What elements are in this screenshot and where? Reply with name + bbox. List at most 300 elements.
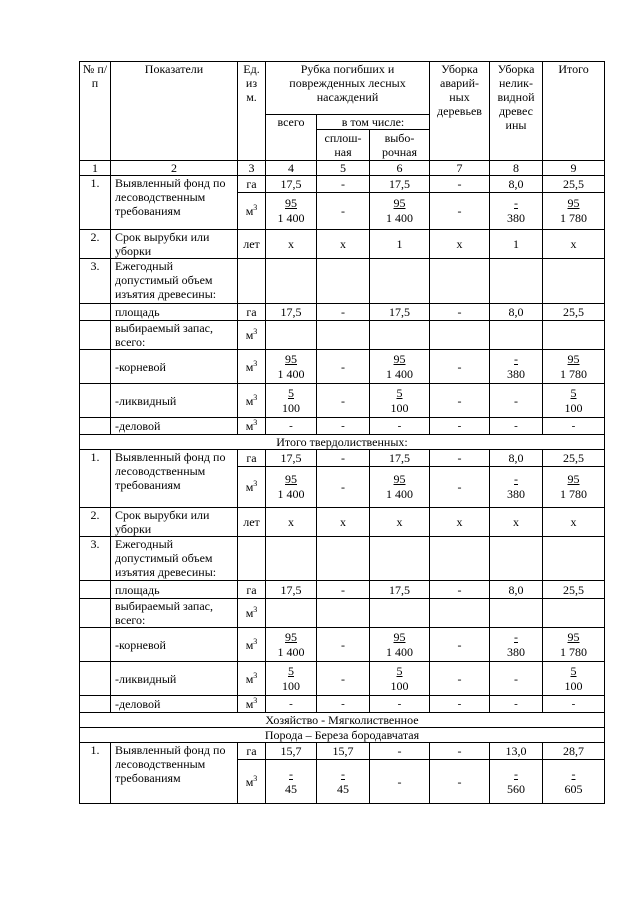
fraction-denominator: 380 xyxy=(507,487,525,501)
value-cell: - xyxy=(370,760,430,804)
empty-cell xyxy=(80,581,111,599)
header-felling: Рубка погибших и поврежденных лесных насаждений xyxy=(266,62,430,115)
unit-cell: га xyxy=(238,304,266,321)
fraction-denominator: 100 xyxy=(564,678,583,693)
value-cell: - xyxy=(430,350,490,384)
col-num: 8 xyxy=(490,161,543,176)
fraction-denominator: 560 xyxy=(507,781,525,796)
allowable-volume-row xyxy=(80,259,605,304)
header-total: всего xyxy=(266,115,317,161)
value-cell: - xyxy=(430,193,490,230)
value-cell xyxy=(266,628,317,662)
value-cell: 28,7 xyxy=(543,743,605,760)
fraction-denominator: 1 400 xyxy=(277,487,305,501)
indicator-label: площадь xyxy=(111,581,238,599)
value-cell: - xyxy=(430,450,490,467)
unit-cell xyxy=(238,384,266,418)
fraction-denominator: 1 400 xyxy=(277,366,305,381)
value-cell: - xyxy=(490,384,543,418)
value-cell: - xyxy=(543,418,605,435)
empty-cell xyxy=(266,321,317,350)
empty-cell xyxy=(490,599,543,628)
unit-cell xyxy=(238,193,266,230)
fraction-value xyxy=(560,472,587,502)
value-cell xyxy=(266,193,317,230)
value-cell: - xyxy=(430,304,490,321)
unit-cell: га xyxy=(238,176,266,193)
value-cell: 15,7 xyxy=(266,743,317,760)
value-cell: - xyxy=(317,350,370,384)
indicator-label: -корневой xyxy=(111,350,238,384)
header-emergency: Уборка аварий-ных деревьев xyxy=(430,62,490,161)
value-cell: - xyxy=(317,696,370,713)
col-num: 2 xyxy=(111,161,238,176)
fraction-value xyxy=(282,664,300,694)
value-cell xyxy=(543,193,605,230)
indicator-label: -ликвидный xyxy=(111,662,238,696)
fraction-numerator: - xyxy=(514,472,518,486)
fraction-denominator: 380 xyxy=(507,644,525,659)
unit-cell xyxy=(238,350,266,384)
empty-cell xyxy=(238,537,266,581)
fraction-value xyxy=(386,630,413,660)
fraction-denominator: 1 400 xyxy=(277,211,305,225)
fraction-denominator: 45 xyxy=(285,781,297,796)
value-cell xyxy=(490,760,543,804)
fraction-value xyxy=(278,472,305,502)
value-cell: 8,0 xyxy=(490,304,543,321)
liquid-row xyxy=(80,662,605,696)
fraction-denominator: 100 xyxy=(564,400,583,415)
fraction-numerator: 95 xyxy=(567,629,580,644)
value-cell: - xyxy=(430,176,490,193)
value-cell: - xyxy=(430,760,490,804)
value-cell xyxy=(543,350,605,384)
fraction-value xyxy=(282,386,300,416)
fraction-value xyxy=(285,767,297,797)
value-cell xyxy=(490,628,543,662)
fraction-numerator: 5 xyxy=(288,663,294,678)
empty-cell xyxy=(80,350,111,384)
stock-row xyxy=(80,321,605,350)
fraction-numerator: 95 xyxy=(285,472,297,486)
found-fund-row xyxy=(80,450,605,467)
value-cell: х xyxy=(317,230,370,259)
empty-cell xyxy=(430,599,490,628)
value-cell: х xyxy=(430,508,490,537)
empty-cell xyxy=(370,537,430,581)
fraction-numerator: - xyxy=(514,351,518,366)
fraction-denominator: 1 780 xyxy=(560,487,587,501)
unit-text: м xyxy=(245,393,254,408)
value-cell: - xyxy=(490,418,543,435)
value-cell: 8,0 xyxy=(490,581,543,599)
value-cell xyxy=(370,467,430,508)
allowable-volume-row xyxy=(80,537,605,581)
unit-text: м xyxy=(245,606,254,620)
value-cell: - xyxy=(317,384,370,418)
unit-exponent: 3 xyxy=(253,605,258,614)
unit-text: м xyxy=(245,359,254,374)
unit-cell: га xyxy=(238,743,266,760)
empty-cell xyxy=(370,259,430,304)
fraction-numerator: 5 xyxy=(396,385,403,400)
value-cell: х xyxy=(266,230,317,259)
value-cell: - xyxy=(430,662,490,696)
value-cell xyxy=(370,193,430,230)
value-cell: 25,5 xyxy=(543,450,605,467)
value-cell: - xyxy=(430,581,490,599)
fraction-value xyxy=(560,352,587,382)
empty-cell xyxy=(266,599,317,628)
indicator-label: Ежегодный допустимый объем изъятия древесины: xyxy=(111,537,238,581)
unit-text: м xyxy=(245,774,254,789)
value-cell: - xyxy=(430,384,490,418)
unit-cell xyxy=(238,321,266,350)
value-cell: - xyxy=(317,628,370,662)
fraction-denominator: 380 xyxy=(507,211,525,225)
fraction-value xyxy=(386,352,413,382)
value-cell: х xyxy=(490,508,543,537)
indicator-label: площадь xyxy=(111,304,238,321)
value-cell: 15,7 xyxy=(317,743,370,760)
value-cell xyxy=(370,384,430,418)
value-cell: 13,0 xyxy=(490,743,543,760)
value-cell: 8,0 xyxy=(490,176,543,193)
value-cell xyxy=(266,760,317,804)
value-cell: - xyxy=(317,581,370,599)
indicator-label: Выявленный фонд по лесоводственным требованиям xyxy=(111,176,238,230)
empty-cell xyxy=(370,599,430,628)
fraction-denominator: 380 xyxy=(507,366,525,381)
fraction-numerator: 5 xyxy=(396,663,403,678)
fraction-numerator: 5 xyxy=(288,385,294,400)
col-num: 7 xyxy=(430,161,490,176)
fraction-value xyxy=(278,196,305,226)
fraction-denominator: 100 xyxy=(390,678,409,693)
fraction-numerator: - xyxy=(514,629,518,644)
row-number: 3. xyxy=(80,259,111,304)
fraction-value xyxy=(507,767,525,797)
fraction-value xyxy=(565,767,583,797)
fraction-denominator: 45 xyxy=(337,781,349,796)
unit-text: м xyxy=(245,637,254,652)
row-number: 1. xyxy=(80,176,111,230)
value-cell: 8,0 xyxy=(490,450,543,467)
unit-text: м xyxy=(245,328,254,342)
unit-cell: лет xyxy=(238,230,266,259)
area-row xyxy=(80,304,605,321)
col-num: 3 xyxy=(238,161,266,176)
indicator-label: -деловой xyxy=(111,418,238,435)
value-cell: 17,5 xyxy=(266,581,317,599)
empty-cell xyxy=(80,304,111,321)
empty-cell xyxy=(543,599,605,628)
empty-cell xyxy=(317,321,370,350)
unit-exponent: 3 xyxy=(253,696,258,705)
fraction-value xyxy=(278,352,305,382)
fraction-value xyxy=(507,352,525,382)
fraction-denominator: 605 xyxy=(564,781,583,796)
empty-cell xyxy=(238,259,266,304)
empty-cell xyxy=(490,321,543,350)
value-cell xyxy=(490,193,543,230)
fraction-numerator: - xyxy=(341,766,345,781)
value-cell: 1 xyxy=(490,230,543,259)
col-num: 4 xyxy=(266,161,317,176)
value-cell xyxy=(317,760,370,804)
value-cell xyxy=(266,384,317,418)
value-cell: - xyxy=(430,467,490,508)
value-cell: - xyxy=(370,743,430,760)
fraction-denominator: 1 400 xyxy=(277,644,305,659)
unit-exponent: 3 xyxy=(253,479,258,488)
indicator-label: Срок вырубки или уборки xyxy=(111,508,238,537)
unit-text: м xyxy=(245,697,254,711)
col-num: 1 xyxy=(80,161,111,176)
fraction-numerator: 95 xyxy=(567,472,580,486)
fraction-denominator: 100 xyxy=(390,400,409,415)
business-row xyxy=(80,696,605,713)
fraction-value xyxy=(386,196,413,226)
fraction-denominator: 100 xyxy=(282,400,300,415)
value-cell: - xyxy=(370,696,430,713)
indicator-label: выбираемый запас, всего: xyxy=(111,599,238,628)
root-row xyxy=(80,628,605,662)
value-cell: х xyxy=(370,508,430,537)
value-cell: 17,5 xyxy=(370,450,430,467)
header-nonliquid: Уборка нелик-видной древес ины xyxy=(490,62,543,161)
fraction-value xyxy=(391,386,409,416)
fraction-value xyxy=(507,472,525,502)
value-cell: х xyxy=(266,508,317,537)
fraction-denominator: 100 xyxy=(282,678,300,693)
header-selective-cut: выбо-рочная xyxy=(370,130,430,161)
unit-exponent: 3 xyxy=(253,636,258,646)
indicator-label: Срок вырубки или уборки xyxy=(111,230,238,259)
empty-cell xyxy=(430,259,490,304)
unit-cell xyxy=(238,662,266,696)
fraction-numerator: - xyxy=(514,196,518,210)
fraction-numerator: 5 xyxy=(570,385,577,400)
value-cell xyxy=(266,662,317,696)
empty-cell xyxy=(317,599,370,628)
value-cell: х xyxy=(543,230,605,259)
value-cell: 17,5 xyxy=(266,450,317,467)
fraction-denominator: 1 400 xyxy=(386,644,413,659)
indicator-label: выбираемый запас, всего: xyxy=(111,321,238,350)
empty-cell xyxy=(543,321,605,350)
indicator-label: Ежегодный допустимый объем изъятия древесины: xyxy=(111,259,238,304)
value-cell xyxy=(370,662,430,696)
value-cell: 1 xyxy=(370,230,430,259)
found-fund-row xyxy=(80,743,605,760)
indicator-label: -ликвидный xyxy=(111,384,238,418)
fraction-value xyxy=(560,630,587,660)
value-cell xyxy=(266,467,317,508)
indicator-label: Выявленный фонд по лесоводственным требованиям xyxy=(111,743,238,804)
value-cell xyxy=(543,384,605,418)
value-cell xyxy=(370,628,430,662)
empty-cell xyxy=(430,321,490,350)
fraction-numerator: 95 xyxy=(393,472,406,486)
fraction-denominator: 1 780 xyxy=(560,366,587,381)
value-cell: - xyxy=(317,304,370,321)
value-cell: - xyxy=(266,696,317,713)
unit-cell xyxy=(238,628,266,662)
value-cell xyxy=(543,760,605,804)
unit-text: м xyxy=(245,671,254,686)
unit-exponent: 3 xyxy=(253,203,258,212)
fraction-numerator: - xyxy=(571,766,576,781)
empty-cell xyxy=(430,537,490,581)
empty-cell xyxy=(80,384,111,418)
unit-cell: га xyxy=(238,581,266,599)
value-cell: - xyxy=(430,628,490,662)
col-num: 9 xyxy=(543,161,605,176)
value-cell xyxy=(543,467,605,508)
value-cell: - xyxy=(317,193,370,230)
empty-cell xyxy=(80,418,111,435)
value-cell: - xyxy=(430,418,490,435)
header-num: № п/п xyxy=(80,62,111,161)
fraction-numerator: 95 xyxy=(285,629,297,644)
value-cell: - xyxy=(317,418,370,435)
fraction-value xyxy=(391,664,409,694)
fraction-numerator: 95 xyxy=(285,196,297,210)
section-softwood: Хозяйство - Мягколиственное xyxy=(80,713,605,728)
empty-cell xyxy=(543,537,605,581)
area-row xyxy=(80,581,605,599)
unit-exponent: 3 xyxy=(253,773,258,783)
fraction-value xyxy=(507,196,525,226)
col-num: 5 xyxy=(317,161,370,176)
fraction-value xyxy=(507,630,525,660)
fraction-value xyxy=(565,386,583,416)
header-grand-total: Итого xyxy=(543,62,605,161)
value-cell: 25,5 xyxy=(543,304,605,321)
value-cell: 25,5 xyxy=(543,581,605,599)
value-cell: 17,5 xyxy=(266,176,317,193)
unit-cell xyxy=(238,467,266,508)
term-row xyxy=(80,508,605,537)
unit-cell xyxy=(238,418,266,435)
value-cell xyxy=(490,350,543,384)
empty-cell xyxy=(370,321,430,350)
value-cell: х xyxy=(543,508,605,537)
section-softwood xyxy=(80,713,605,728)
value-cell: - xyxy=(430,743,490,760)
unit-text: м xyxy=(245,480,254,494)
value-cell: - xyxy=(543,696,605,713)
fraction-denominator: 1 780 xyxy=(560,211,587,225)
stock-row xyxy=(80,599,605,628)
header-indicators: Показатели xyxy=(111,62,238,161)
empty-cell xyxy=(80,599,111,628)
value-cell: 17,5 xyxy=(370,304,430,321)
row-number: 1. xyxy=(80,743,111,804)
empty-cell xyxy=(80,628,111,662)
value-cell: 17,5 xyxy=(266,304,317,321)
value-cell xyxy=(490,467,543,508)
value-cell: - xyxy=(490,696,543,713)
section-hardwood-total: Итого твердолиственных: xyxy=(80,435,605,450)
unit-text: м xyxy=(245,419,254,433)
species-birch xyxy=(80,728,605,743)
value-cell: - xyxy=(266,418,317,435)
row-number: 2. xyxy=(80,508,111,537)
header-clear-cut: сплош-ная xyxy=(317,130,370,161)
value-cell: - xyxy=(317,450,370,467)
header-including: в том числе: xyxy=(317,115,430,130)
empty-cell xyxy=(317,259,370,304)
found-fund-row xyxy=(80,176,605,193)
fraction-numerator: - xyxy=(514,766,518,781)
fraction-numerator: 95 xyxy=(285,351,297,366)
value-cell xyxy=(543,628,605,662)
fraction-numerator: 95 xyxy=(393,196,406,210)
empty-cell xyxy=(543,259,605,304)
term-row xyxy=(80,230,605,259)
unit-cell: га xyxy=(238,450,266,467)
unit-cell: лет xyxy=(238,508,266,537)
species-birch: Порода – Береза бородавчатая xyxy=(80,728,605,743)
value-cell: 25,5 xyxy=(543,176,605,193)
value-cell: 17,5 xyxy=(370,176,430,193)
fraction-denominator: 1 400 xyxy=(386,211,413,225)
indicator-label: -деловой xyxy=(111,696,238,713)
unit-cell xyxy=(238,696,266,713)
fraction-denominator: 1 400 xyxy=(386,487,413,501)
value-cell: - xyxy=(370,418,430,435)
unit-cell xyxy=(238,599,266,628)
root-row xyxy=(80,350,605,384)
empty-cell xyxy=(317,537,370,581)
fraction-numerator: - xyxy=(289,766,293,781)
column-numbers-row xyxy=(80,161,605,176)
unit-text: м xyxy=(245,204,254,218)
value-cell: - xyxy=(490,662,543,696)
fraction-numerator: 95 xyxy=(567,351,580,366)
fraction-value xyxy=(337,767,349,797)
value-cell xyxy=(370,350,430,384)
fraction-denominator: 1 400 xyxy=(386,366,413,381)
fraction-value xyxy=(386,472,413,502)
fraction-value xyxy=(278,630,305,660)
fraction-value xyxy=(565,664,583,694)
value-cell: - xyxy=(430,696,490,713)
row-number: 3. xyxy=(80,537,111,581)
empty-cell xyxy=(80,696,111,713)
section-hardwood-total xyxy=(80,435,605,450)
fraction-numerator: 95 xyxy=(393,629,406,644)
empty-cell xyxy=(80,662,111,696)
fraction-numerator: 95 xyxy=(393,351,406,366)
unit-cell xyxy=(238,760,266,804)
indicator-label: Выявленный фонд по лесоводственным требованиям xyxy=(111,450,238,508)
header-unit: Ед. из м. xyxy=(238,62,266,161)
liquid-row xyxy=(80,384,605,418)
empty-cell xyxy=(266,259,317,304)
value-cell xyxy=(543,662,605,696)
value-cell: - xyxy=(317,467,370,508)
fraction-denominator: 1 780 xyxy=(560,644,587,659)
empty-cell xyxy=(266,537,317,581)
forest-data-table xyxy=(79,61,605,804)
unit-exponent: 3 xyxy=(253,358,258,368)
value-cell: х xyxy=(430,230,490,259)
fraction-numerator: 5 xyxy=(570,663,577,678)
